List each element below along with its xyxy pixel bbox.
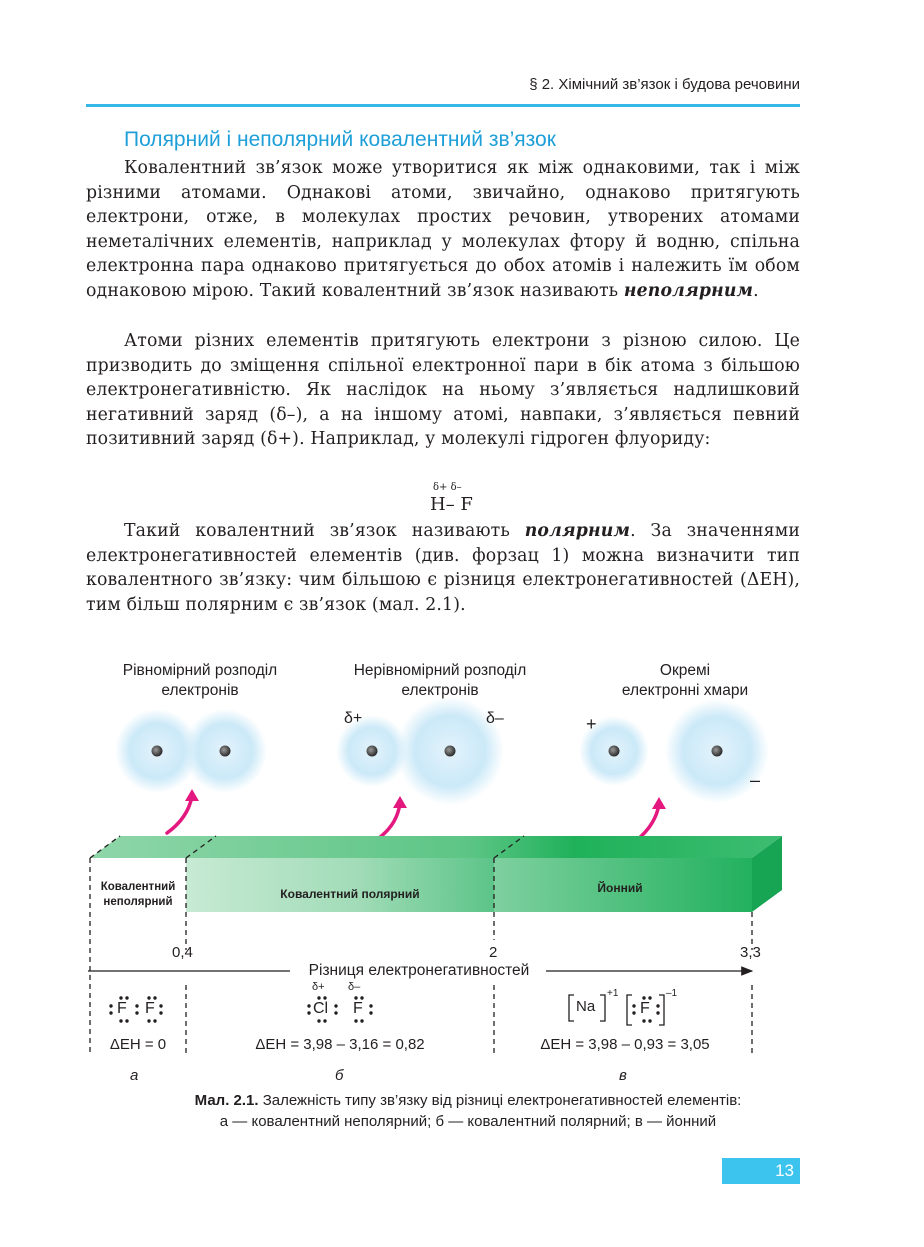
separate-clouds [579,699,769,803]
atom-f: F [353,1000,363,1017]
bar-label-polar: Ковалентний полярний [280,887,420,901]
arrow-icon [637,804,659,840]
caption-line1 [86,1090,850,1111]
label-separate-line1: Окремі [659,662,711,679]
axis-label: Різниця електронегативностей [308,962,530,979]
label-uneven-distribution [330,661,550,701]
bar-polar-segment [186,858,494,912]
charge-delta-plus: δ+ [344,710,363,727]
delta-en-b: ΔЕН = 3,98 – 3,16 = 0,82 [255,1036,425,1053]
paragraph-polar-end: . За значеннями електронегативностей елементів (див. форзац 1) можна визначити тип ковалентного зв’язку: чим більшою є різниця електронегативностей (ΔЕН), тим більш полярним є зв’язок (мал. 2.1). [86,521,800,615]
transition-arrows [167,796,659,840]
label-uneven-line2: електронів [401,682,479,699]
nucleus [445,746,456,757]
label-separate-line2: електронні хмари [621,682,749,699]
section-title: Полярний і неполярний ковалентний зв’язок [124,128,556,151]
paragraph-nonpolar-end: . [753,280,759,301]
caption-label: Мал. 2.1. [194,1092,259,1109]
nucleus [152,746,163,757]
label-even-line1: Рівномірний розподіл [122,662,278,679]
label-even-distribution [100,661,300,701]
letter-b: б [335,1067,344,1084]
page-number: 13 [722,1158,800,1184]
paragraph-nonpolar-text: Ковалентний зв’язок може утворитися як між однаковими, так і між різними атомами. Однакові атоми, звичайно, однаково притягують електрони, отже, в молекулах простих речовин, утворених атомами неметалічних елементів, наприклад у молекулах фтору й водню, спільна електронна пара однаково притягується до обох атомів і належить їм обом однаковою мірою. Такий ковалентний зв’язок називають [86,158,800,301]
charge-f: δ– [348,981,361,993]
charge-plus: + [586,714,597,734]
bar-label-nonpolar-line2: неполярний [103,896,173,908]
delta-en-a: ΔЕН = 0 [109,1036,167,1053]
bar-label-nonpolar [90,880,186,910]
running-head: § 2. Хімічний зв’язок і будова речовини [529,76,800,93]
cation-charge: +1 [607,988,619,999]
paragraph-polar-intro: Атоми різних елементів притягують електрони з різною силою. Це призводить до зміщення спільної електронної пари в бік атома з більшою електронегативністю. Як наслідок на ньому з’являється надлишковий негативний заряд (δ–), а на іншому атомі, навпаки, з’являється певний позитивний заряд (δ+). Наприклад, у молекулі гідроген флуориду: [86,331,800,449]
cation-na: Na [576,998,596,1015]
term-nonpolar: неполярним [623,280,754,301]
caption-text: Залежність типу зв’язку від різниці електронегативностей елементів: [258,1092,742,1109]
delta-en-c: ΔЕН = 3,98 – 0,93 = 3,05 [540,1036,710,1053]
label-separate-clouds [590,661,780,701]
nucleus [367,746,378,757]
nucleus [712,746,723,757]
anion-charge: –1 [666,988,678,999]
arrow-icon [167,796,192,833]
even-distribution-clouds [115,709,267,793]
caption-line2: а — ковалентний неполярний; б — ковалентний полярний; в — йонний [219,1113,717,1130]
arrow-head-icon [393,796,407,808]
nucleus [220,746,231,757]
arrow-head-icon [652,797,666,809]
letter-c: в [619,1067,627,1084]
charge-delta-minus: δ– [486,710,504,727]
bar-top-face [90,836,782,858]
charge-cl: δ+ [312,981,325,993]
tick-2: 2 [489,944,498,961]
hf-partial-charges: δ+ δ– [433,482,462,493]
letter-a: а [130,1067,139,1084]
term-polar: полярним [524,521,631,541]
hf-equation: H– F [430,494,473,515]
arrow-head-icon [185,789,199,801]
anion-f: F [640,1000,650,1017]
atom-f-1: F [117,1000,127,1017]
atom-f-2: F [145,1000,155,1017]
figure-caption [86,1090,850,1132]
charge-minus: – [750,770,761,790]
tick-0-4: 0,4 [172,944,193,961]
atom-cl: Cl [313,1000,329,1017]
label-even-line2: електронів [161,682,239,699]
tick-3-3: 3,3 [740,944,761,961]
bar-label-ionic: Йонний [597,881,643,895]
bar-label-nonpolar-line1: Ковалентний [100,881,176,893]
label-uneven-line1: Нерівномірний розподіл [353,662,527,679]
arrow-icon [376,803,400,840]
nucleus [609,746,620,757]
paragraph-polar-start: Такий ковалентний зв’язок називають [124,521,525,541]
